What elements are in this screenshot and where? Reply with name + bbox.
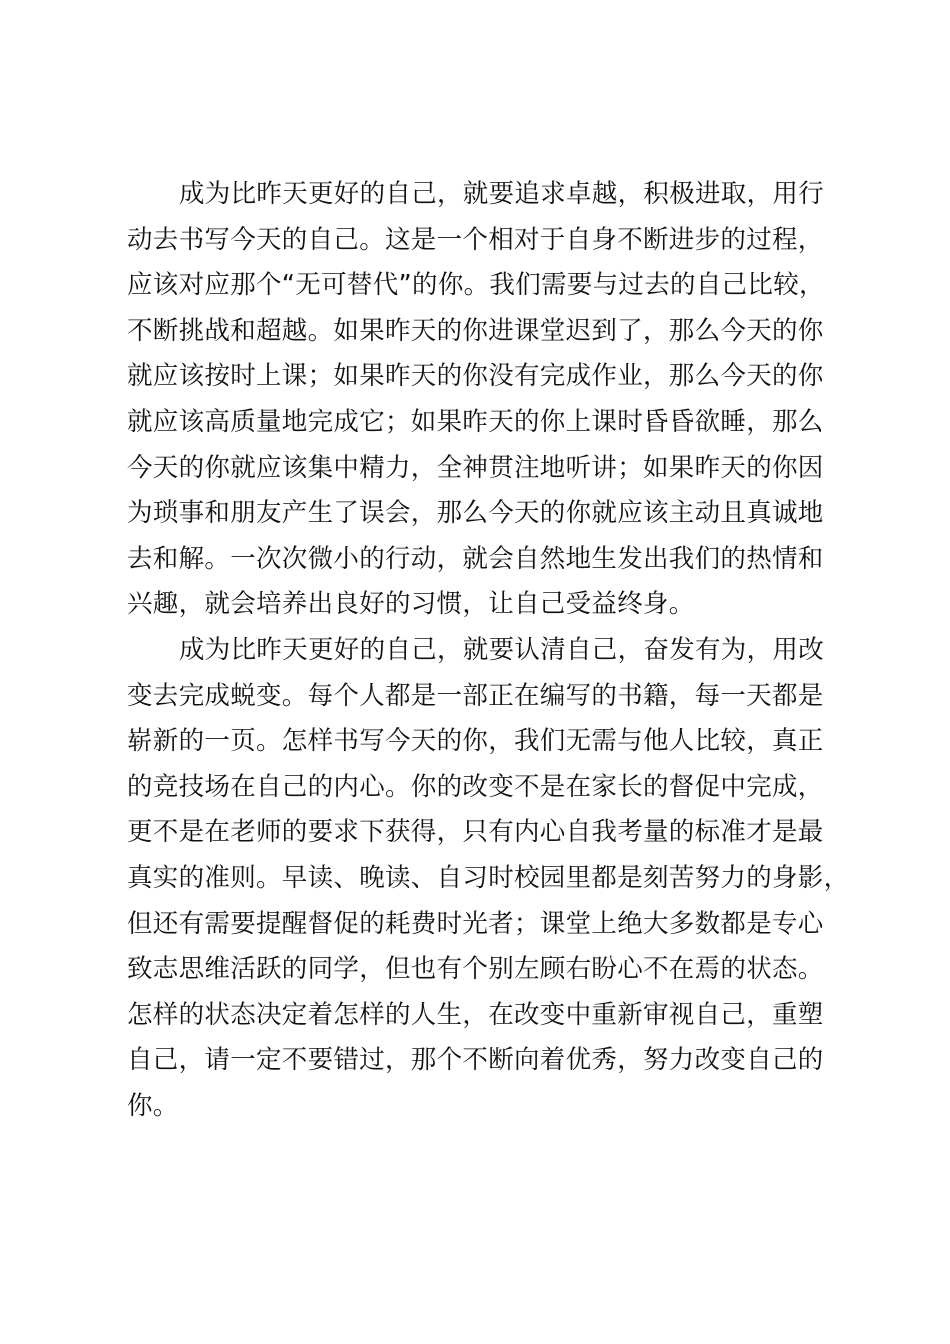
essay-body <box>127 172 857 1129</box>
paragraph-line: 真实的准则。早读、晚读、自习时校园里都是刻苦努力的身影， <box>127 862 850 893</box>
paragraph-line: 成为比昨天更好的自己，就要认清自己，奋发有为，用改 <box>179 634 825 665</box>
paragraph-line: 但还有需要提醒督促的耗费时光者；课堂上绝大多数都是专心 <box>127 908 824 939</box>
paragraph-line: 去和解。一次次微小的行动，就会自然地生发出我们的热情和 <box>127 543 824 574</box>
paragraph-2 <box>127 628 857 1130</box>
paragraph-line: 兴趣，就会培养出良好的习惯，让自己受益终身。 <box>127 589 695 620</box>
paragraph-line: 怎样的状态决定着怎样的人生，在改变中重新审视自己，重塑 <box>127 999 824 1030</box>
paragraph-line: 为琐事和朋友产生了误会，那么今天的你就应该主动且真诚地 <box>127 498 824 529</box>
paragraph-line: 就应该高质量地完成它；如果昨天的你上课时昏昏欲睡，那么 <box>127 406 824 437</box>
paragraph-line: 变去完成蜕变。每个人都是一部正在编写的书籍，每一天都是 <box>127 680 824 711</box>
paragraph-line: 不断挑战和超越。如果昨天的你进课堂迟到了，那么今天的你 <box>127 315 824 346</box>
paragraph-line: 成为比昨天更好的自己，就要追求卓越，积极进取，用行 <box>179 179 825 209</box>
paragraph-line: 今天的你就应该集中精力，全神贯注地听讲；如果昨天的你因 <box>127 452 824 483</box>
paragraph-line: 崭新的一页。怎样书写今天的你，我们无需与他人比较，真正 <box>127 726 824 757</box>
paragraph-line: 自己，请一定不要错过，那个不断向着优秀，努力改变自己的 <box>127 1045 824 1076</box>
paragraph-1 <box>127 172 857 628</box>
paragraph-line: 更不是在老师的要求下获得，只有内心自我考量的标准才是最 <box>127 817 824 848</box>
paragraph-line: 动去书写今天的自己。这是一个相对于自身不断进步的过程， <box>127 224 824 255</box>
paragraph-line: 应该对应那个“无可替代”的你。我们需要与过去的自己比较， <box>127 270 825 301</box>
paragraph-line: 的竞技场在自己的内心。你的改变不是在家长的督促中完成， <box>127 771 824 802</box>
paragraph-line: 致志思维活跃的同学，但也有个别左顾右盼心不在焉的状态。 <box>127 954 824 985</box>
paragraph-line: 就应该按时上课；如果昨天的你没有完成作业，那么今天的你 <box>127 361 824 392</box>
paragraph-line: 你。 <box>127 1090 179 1121</box>
